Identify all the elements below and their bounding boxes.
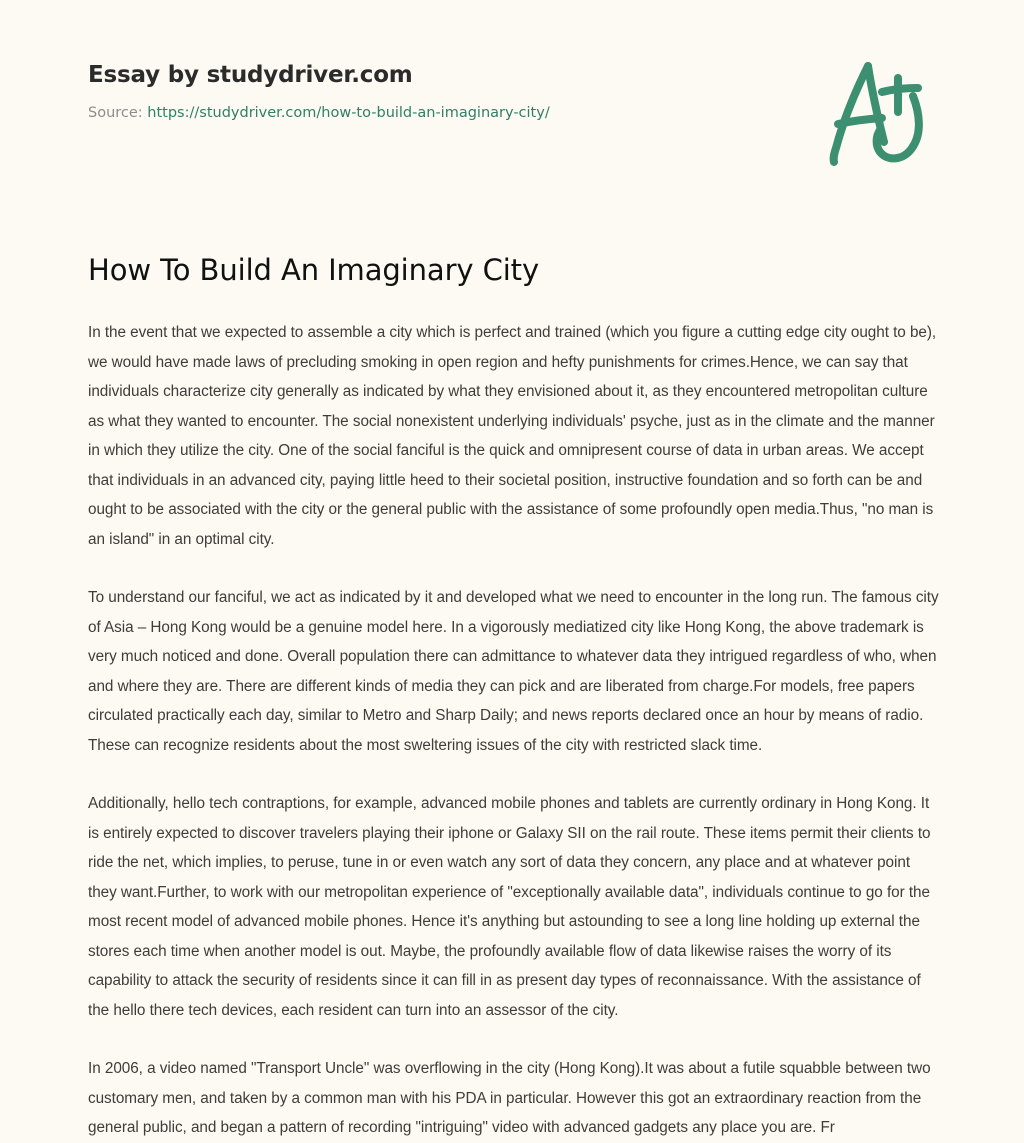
a-plus-logo-icon [812, 52, 936, 176]
source-label: Source: [88, 104, 143, 121]
page-title: How To Build An Imaginary City [88, 253, 540, 287]
paragraph-2: To understand our fanciful, we act as indicated by it and developed what we need to encounter in the long run. The famous city of Asia – Hong Kong would be a genuine model here. In a vigorously mediatized city like Hong Kong, the above trademark is very much noticed and done. Overall population there can admittance to whatever data they intrigued regardless of who, when and where they are. There are different kinds of media they can pick and are liberated from charge.For models, free papers circulated practically each day, similar to Metro and Sharp Daily; and news reports declared once an hour by means of radio. These can recognize residents about the most sweltering issues of the city with restricted slack time. [88, 589, 939, 754]
paragraph-4: In 2006, a video named "Transport Uncle" was overflowing in the city (Hong Kong).It was about a futile squabble between two customary men, and taken by a common man with his PDA in particular. However this got an extraordinary reaction from the general public, and began a pattern of recording "intriguing" video with advanced gadgets any place you are. Fr [88, 1060, 931, 1137]
paragraph-3: Additionally, hello tech contraptions, for example, advanced mobile phones and tablets are currently ordinary in Hong Kong. It is entirely expected to discover travelers playing their iphone or Galaxy SII on the rail route. These items permit their clients to ride the net, which implies, to peruse, tune in or even watch any sort of data they concern, any place and at whatever point they want.Further, to work with our metropolitan experience of "exceptionally available data", individuals continue to go for the most recent model of advanced mobile phones. Hence it's anything but astounding to see a long line holding up external the stores each time when another model is out. Maybe, the profoundly available flow of data likewise raises the worry of its capability to attack the security of residents since it can fill in as present day types of reconnaissance. With the assistance of the hello there tech devices, each resident can turn into an assessor of the city. [88, 795, 931, 1019]
source-url-link[interactable]: https://studydriver.com/how-to-build-an-imaginary-city/ [147, 104, 550, 121]
brand-title: Essay by studydriver.com [88, 62, 413, 88]
article-body [88, 318, 940, 1143]
article [88, 252, 940, 1143]
paragraph-1: In the event that we expected to assemble a city which is perfect and trained (which you figure a cutting edge city ought to be), we would have made laws of precluding smoking in open region and hefty punishments for crimes.Hence, we can say that individuals characterize city generally as indicated by what they envisioned about it, as they encountered metropolitan culture as what they wanted to encounter. The social nonexistent underlying individuals' psyche, just as in the climate and the manner in which they utilize the city. One of the social fanciful is the quick and omnipresent course of data in urban areas. We accept that individuals in an advanced city, paying little heed to their societal position, instructive foundation and so forth can be and ought to be associated with the city or the general public with the assistance of some profoundly open media.Thus, "no man is an island" in an optimal city. [88, 324, 937, 548]
